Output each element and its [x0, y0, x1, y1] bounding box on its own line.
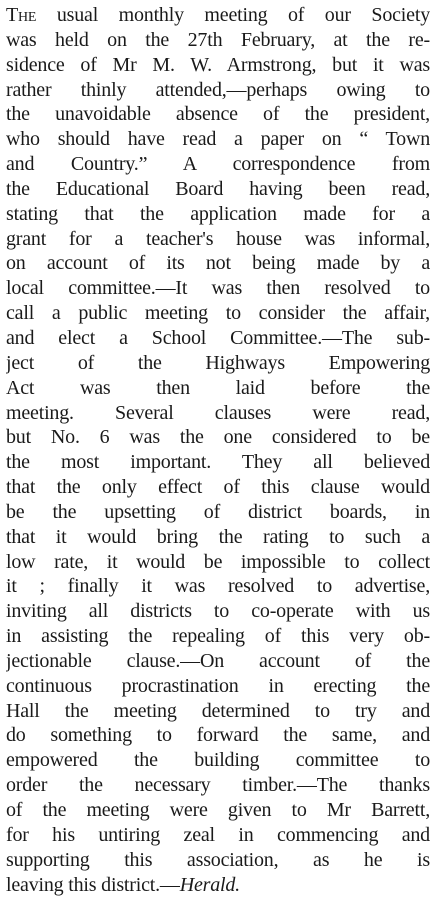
article-line: on account of its not being made by a: [6, 252, 430, 275]
article-line: Act was then laid before the: [6, 376, 430, 399]
article-line: order the necessary timber.—The thanks: [6, 774, 430, 797]
article-line: be the upsetting of district boards, in: [6, 500, 430, 523]
article-line: continuous procrastination in erecting the: [6, 674, 430, 697]
article-line: low rate, it would be impossible to collect: [6, 550, 430, 573]
article-line: for his untiring zeal in commencing and: [6, 823, 430, 846]
article-line: ject of the Highways Empowering: [6, 351, 430, 374]
article-line: the most important. They all believed: [6, 451, 430, 474]
article-line: was held on the 27th February, at the re-: [6, 28, 430, 51]
article-line: jectionable clause.—On account of the: [6, 649, 430, 672]
article-line: supporting this association, as he is: [6, 848, 430, 871]
article-line: of the meeting were given to Mr Barrett,: [6, 799, 430, 821]
article-line: and elect a School Committee.—The sub-: [6, 326, 430, 349]
article-line: do something to forward the same, and: [6, 724, 430, 747]
article-line: empowered the building committee to: [6, 749, 430, 772]
article-line: and Country.” A correspondence from: [6, 153, 430, 176]
source-byline: Herald.: [179, 873, 240, 896]
article-line: local committee.—It was then resolved to: [6, 277, 430, 300]
article-line: meeting. Several clauses were read,: [6, 401, 430, 424]
first-line-text: usual monthly meeting of our Society: [56, 4, 430, 26]
article-line: but No. 6 was the one considered to be: [6, 426, 430, 449]
article-line: Hall the meeting determined to try and: [6, 699, 430, 722]
article-line: it ; finally it was resolved to advertise,: [6, 575, 430, 598]
article-line: stating that the application made for a: [6, 202, 430, 225]
article-line: in assisting the repealing of this very ob-: [6, 625, 430, 648]
article-line: rather thinly attended,—perhaps owing to: [6, 78, 430, 101]
article-line: inviting all districts to co-operate with us: [6, 600, 430, 623]
article-line: who should have read a paper on “ Town: [6, 128, 430, 151]
lead-word: The: [6, 4, 37, 26]
article-line: that it would bring the rating to such a: [6, 525, 430, 548]
last-line-text: leaving this district.—: [6, 873, 180, 896]
news-article: [6, 3, 430, 897]
article-line: sidence of Mr M. W. Armstrong, but it was: [6, 53, 430, 76]
article-line: that the only effect of this clause would: [6, 476, 430, 499]
article-line: [6, 3, 430, 28]
article-line: call a public meeting to consider the affair,: [6, 302, 430, 325]
article-last-line: [6, 873, 430, 897]
article-line: grant for a teacher's house was informal,: [6, 227, 430, 250]
article-line: the unavoidable absence of the president,: [6, 103, 430, 126]
article-line: the Educational Board having been read,: [6, 177, 430, 200]
